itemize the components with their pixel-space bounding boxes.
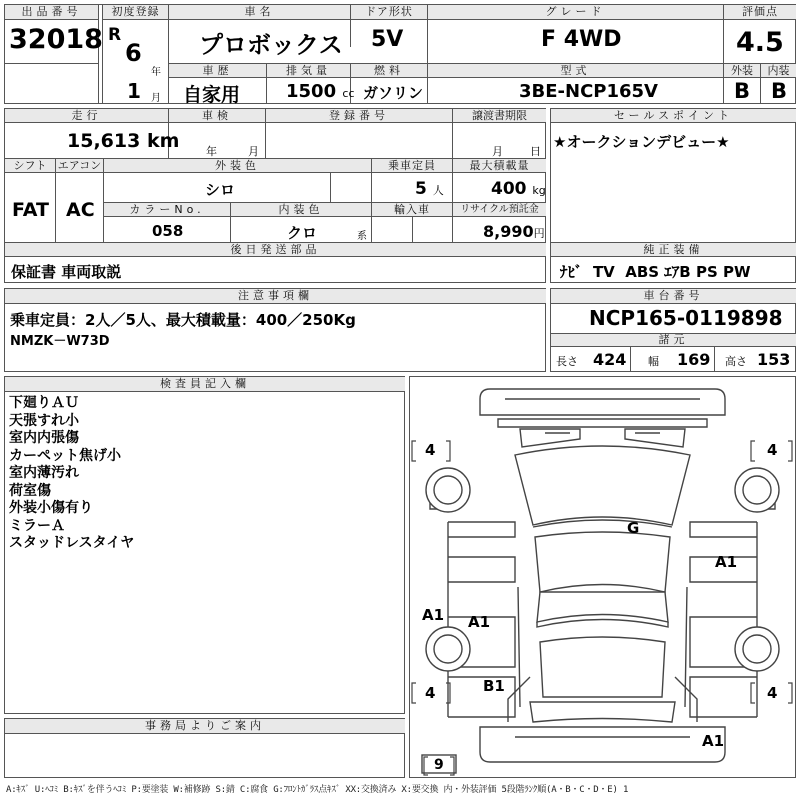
damage-mark-a1: A1 xyxy=(715,553,738,571)
int-color: クロ xyxy=(287,224,318,242)
width: 169 xyxy=(677,350,711,369)
caution-header: 注意事項欄 xyxy=(5,289,546,304)
note-line: 天張すれ小 xyxy=(9,412,79,429)
displacement xyxy=(286,81,355,102)
exterior-header: 外装 xyxy=(724,64,760,78)
genuine-equip-header: 純正装備 xyxy=(551,243,796,257)
history-header: 車歴 xyxy=(169,64,266,78)
displacement-header: 排気量 xyxy=(267,64,350,78)
inspection-month-unit: 月 xyxy=(248,145,259,158)
exterior-grade: B xyxy=(734,79,751,103)
import-header: 輸入車 xyxy=(372,203,452,217)
car-name-header: 車名 xyxy=(169,5,350,20)
sales-point: ★オークションデビュー★ xyxy=(553,133,730,151)
reg-no-header: 登録番号 xyxy=(266,109,452,123)
height-label: 高さ xyxy=(725,355,747,368)
caution-line-2: NMZK－W73D xyxy=(10,334,110,349)
chassis-header: 車台番号 xyxy=(551,289,796,304)
color-no: 058 xyxy=(152,222,184,240)
capacity xyxy=(415,179,444,199)
lot-no-header: 出品番号 xyxy=(5,5,98,20)
interior-header: 内装 xyxy=(761,64,796,78)
car-name: プロボックス xyxy=(199,31,343,59)
note-line: 外装小傷有り xyxy=(9,500,93,516)
door-type: 5V xyxy=(371,27,404,52)
damage-diagram xyxy=(409,376,796,778)
first-reg-header: 初度登録 xyxy=(103,5,168,20)
fuel: ガソリン xyxy=(363,84,424,102)
model-code-header: 型式 xyxy=(428,64,723,78)
model-code: 3BE-NCP165V xyxy=(519,81,658,102)
damage-mark-a1: A1 xyxy=(422,606,445,624)
score: 4.5 xyxy=(736,27,784,58)
shift-header: シフト xyxy=(5,159,55,173)
max-load-value: 400 xyxy=(491,179,527,199)
recycle-header: リサイクル預託金 xyxy=(453,203,546,217)
inspector-notes-block xyxy=(4,376,405,714)
grade: F 4WD xyxy=(541,27,622,52)
score-header: 評価点 xyxy=(724,5,796,20)
inspection-year-unit: 年 xyxy=(206,145,217,158)
era-label: R xyxy=(108,25,122,45)
damage-mark-a1: A1 xyxy=(702,732,725,750)
header-block xyxy=(4,4,796,104)
color-no-header: カラーNo. xyxy=(104,203,230,217)
note-line: 室内内張傷 xyxy=(9,430,79,446)
capacity-value: 5 xyxy=(415,179,427,199)
aircon-header: エアコン xyxy=(57,159,102,172)
aircon: AC xyxy=(66,199,95,221)
later-parts-header: 後日発送部品 xyxy=(5,243,546,257)
displacement-value: 1500 xyxy=(286,81,337,102)
tire-rear-left: 4 xyxy=(425,684,436,702)
mileage-header: 走行 xyxy=(5,109,168,123)
car-outline-diagram xyxy=(410,377,795,777)
tire-rear-right: 4 xyxy=(767,684,778,702)
later-parts: 保証書 車両取説 xyxy=(11,263,122,281)
sales-point-block xyxy=(550,108,796,283)
tire-front-left: 4 xyxy=(425,441,436,459)
max-load-unit: kg xyxy=(532,184,546,197)
fuel-header: 燃料 xyxy=(351,64,427,78)
inspector-notes-list xyxy=(9,395,134,553)
max-load xyxy=(491,179,546,199)
caution-block xyxy=(4,288,546,372)
transfer-month-unit: 月 xyxy=(492,145,503,158)
transfer-day-unit: 日 xyxy=(530,145,541,158)
ext-color-header: 外装色 xyxy=(104,159,371,173)
height: 153 xyxy=(757,350,791,369)
tire-front-right: 4 xyxy=(767,441,778,459)
caution-line-1: 乗車定員：2人／5人、最大積載量：400／250Kg xyxy=(10,311,356,329)
note-line: 下廻りＡＵ xyxy=(9,395,79,411)
door-header: ドア形状 xyxy=(351,5,427,20)
damage-legend: A:ｷｽﾞ U:ﾍｺﾐ B:ｷｽﾞを伴うﾍｺﾐ P:要塗装 W:補修跡 S:錆 C:腐食 G:ﾌﾛﾝﾄｶﾞﾗｽ点ｷｽﾞ XX:交換済み X:要交換 内・外装評価 5段階ﾗﾝｸ順(A・B・C・D・E) 1 xyxy=(6,785,629,795)
note-line: ミラーＡ xyxy=(9,517,65,534)
note-line: カーペット焦げ小 xyxy=(9,447,121,464)
genuine-equip: ﾅﾋﾞ TV ABS ｴｱB PS PW xyxy=(560,263,751,281)
recycle-unit: 円 xyxy=(533,227,545,240)
length-label: 長さ xyxy=(556,355,578,368)
note-line: スタッドレスタイヤ xyxy=(9,535,135,551)
damage-mark-a1: A1 xyxy=(468,613,491,631)
mileage xyxy=(67,130,179,152)
int-color-unit: 系 xyxy=(357,231,367,242)
capacity-header: 乗車定員 xyxy=(372,159,452,173)
history: 自家用 xyxy=(183,84,241,106)
note-line: 室内薄汚れ xyxy=(9,465,79,481)
reg-year: 6 xyxy=(125,39,142,67)
lot-no: 32018 xyxy=(9,24,103,55)
recycle-value: 8,990 xyxy=(483,222,534,241)
office-notes-header: 事務局よりご案内 xyxy=(5,719,405,734)
grade-header: グレード xyxy=(428,5,723,20)
sales-point-header: セールスポイント xyxy=(551,109,796,123)
damage-mark-g: G xyxy=(627,519,640,537)
max-load-header: 最大積載量 xyxy=(453,159,546,173)
reg-month-unit: 月 xyxy=(151,93,161,104)
recycle xyxy=(483,222,545,241)
shift: FAT xyxy=(12,199,49,221)
width-label: 幅 xyxy=(648,355,659,368)
int-color-header: 内装色 xyxy=(231,203,371,217)
ext-color: シロ xyxy=(205,181,236,199)
capacity-unit: 人 xyxy=(432,184,444,197)
reg-month: 1 xyxy=(127,79,141,103)
chassis-no: NCP165-0119898 xyxy=(589,306,783,330)
inspection-header: 車検 xyxy=(169,109,265,123)
info-block xyxy=(4,108,546,283)
transfer-header: 譲渡書期限 xyxy=(453,109,546,123)
displacement-unit: cc xyxy=(342,87,355,100)
chassis-block xyxy=(550,288,796,372)
office-notes-block xyxy=(4,718,405,778)
spare-tire: 9 xyxy=(434,757,444,773)
damage-mark-b1: B1 xyxy=(483,677,505,695)
length: 424 xyxy=(593,350,627,369)
interior-grade: B xyxy=(771,79,788,103)
inspector-notes-header: 検査員記入欄 xyxy=(5,377,405,392)
mileage-unit: km xyxy=(146,130,180,152)
specs-header: 諸元 xyxy=(551,334,796,347)
mileage-value: 15,613 xyxy=(67,130,141,152)
note-line: 荷室傷 xyxy=(9,482,51,499)
reg-year-unit: 年 xyxy=(151,67,161,78)
